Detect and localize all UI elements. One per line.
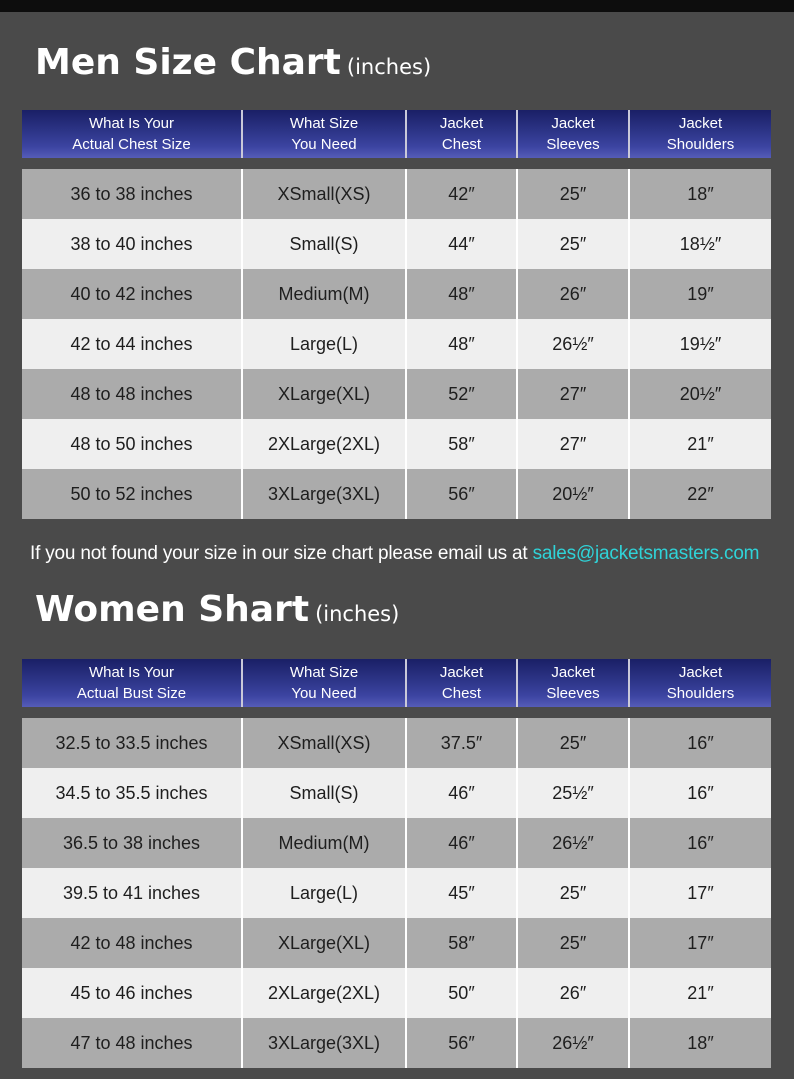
table-row bbox=[22, 918, 771, 968]
cell-actual-size: 36 to 38 inches bbox=[22, 169, 243, 219]
size-note-text: If you not found your size in our size chart please email us at bbox=[30, 543, 533, 564]
cell-actual-size: 39.5 to 41 inches bbox=[22, 868, 243, 918]
cell-jacket-shoulders: 22″ bbox=[687, 483, 714, 504]
cell-actual-size: 42 to 44 inches bbox=[22, 319, 243, 369]
cell-size-needed: 3XLarge(3XL) bbox=[243, 469, 407, 519]
cell-jacket-shoulders: 16″ bbox=[687, 782, 714, 803]
cell-size-needed: 2XLarge(2XL) bbox=[243, 419, 407, 469]
cell-size-needed: Medium(M) bbox=[243, 269, 407, 319]
cell-actual-size: 32.5 to 33.5 inches bbox=[22, 718, 243, 768]
cell-actual-size: 34.5 to 35.5 inches bbox=[22, 768, 243, 818]
cell-jacket-chest: 48″ bbox=[407, 319, 518, 369]
table-row bbox=[22, 868, 771, 918]
table-row bbox=[22, 419, 771, 469]
women-title-unit: (inches) bbox=[315, 602, 400, 626]
cell-jacket-chest: 42″ bbox=[407, 169, 518, 219]
table-row bbox=[22, 469, 771, 519]
table-row bbox=[22, 968, 771, 1018]
cell-actual-size: 45 to 46 inches bbox=[22, 968, 243, 1018]
size-note bbox=[30, 543, 759, 565]
cell-jacket-chest: 48″ bbox=[407, 269, 518, 319]
cell-size-needed: Large(L) bbox=[243, 868, 407, 918]
cell-jacket-sleeves: 27″ bbox=[518, 369, 630, 419]
cell-jacket-shoulders: 17″ bbox=[687, 882, 714, 903]
cell-actual-size: 40 to 42 inches bbox=[22, 269, 243, 319]
cell-actual-size: 48 to 48 inches bbox=[22, 369, 243, 419]
cell-jacket-shoulders: 18″ bbox=[687, 1032, 714, 1053]
cell-actual-size: 36.5 to 38 inches bbox=[22, 818, 243, 868]
cell-jacket-sleeves: 25″ bbox=[518, 918, 630, 968]
cell-jacket-sleeves: 26½″ bbox=[518, 319, 630, 369]
header-jacket-shoulders: Jacket Shoulders bbox=[666, 115, 735, 153]
women-size-chart-title bbox=[35, 590, 399, 634]
cell-size-needed: Medium(M) bbox=[243, 818, 407, 868]
cell-actual-size: 50 to 52 inches bbox=[22, 469, 243, 519]
header-jacket-sleeves: Jacket Sleeves bbox=[518, 110, 630, 158]
cell-actual-size: 42 to 48 inches bbox=[22, 918, 243, 968]
cell-actual-size: 48 to 50 inches bbox=[22, 419, 243, 469]
table-row bbox=[22, 269, 771, 319]
cell-jacket-sleeves: 25½″ bbox=[518, 768, 630, 818]
cell-size-needed: XLarge(XL) bbox=[243, 369, 407, 419]
header-jacket-shoulders: Jacket Shoulders bbox=[666, 664, 735, 702]
cell-jacket-chest: 46″ bbox=[407, 768, 518, 818]
table-row bbox=[22, 1018, 771, 1068]
table-row bbox=[22, 369, 771, 419]
cell-jacket-chest: 44″ bbox=[407, 219, 518, 269]
header-jacket-chest: Jacket Chest bbox=[407, 659, 518, 707]
cell-jacket-shoulders: 18½″ bbox=[679, 233, 722, 254]
cell-jacket-chest: 56″ bbox=[407, 469, 518, 519]
cell-jacket-sleeves: 26″ bbox=[518, 968, 630, 1018]
header-size-needed: What Size You Need bbox=[243, 110, 407, 158]
table-row bbox=[22, 169, 771, 219]
cell-jacket-shoulders: 20½″ bbox=[679, 383, 722, 404]
men-size-table bbox=[22, 110, 771, 519]
women-title-text: Women Shart bbox=[35, 589, 310, 630]
cell-jacket-sleeves: 25″ bbox=[518, 219, 630, 269]
cell-jacket-shoulders: 19″ bbox=[687, 283, 714, 304]
cell-size-needed: XSmall(XS) bbox=[243, 169, 407, 219]
cell-jacket-chest: 37.5″ bbox=[407, 718, 518, 768]
cell-jacket-sleeves: 25″ bbox=[518, 718, 630, 768]
cell-jacket-chest: 45″ bbox=[407, 868, 518, 918]
women-size-table bbox=[22, 659, 771, 1068]
cell-jacket-chest: 50″ bbox=[407, 968, 518, 1018]
cell-jacket-sleeves: 25″ bbox=[518, 868, 630, 918]
table-row bbox=[22, 818, 771, 868]
header-actual-size: What Is Your Actual Bust Size bbox=[22, 659, 243, 707]
table-row bbox=[22, 319, 771, 369]
cell-size-needed: XLarge(XL) bbox=[243, 918, 407, 968]
men-size-chart-title bbox=[35, 43, 431, 87]
cell-jacket-shoulders: 16″ bbox=[687, 732, 714, 753]
table-row bbox=[22, 768, 771, 818]
cell-jacket-sleeves: 27″ bbox=[518, 419, 630, 469]
cell-jacket-shoulders: 21″ bbox=[687, 433, 714, 454]
women-table-header bbox=[22, 659, 771, 707]
cell-size-needed: Large(L) bbox=[243, 319, 407, 369]
cell-jacket-chest: 56″ bbox=[407, 1018, 518, 1068]
cell-actual-size: 38 to 40 inches bbox=[22, 219, 243, 269]
cell-actual-size: 47 to 48 inches bbox=[22, 1018, 243, 1068]
cell-size-needed: Small(S) bbox=[243, 219, 407, 269]
cell-jacket-sleeves: 20½″ bbox=[518, 469, 630, 519]
cell-jacket-sleeves: 26½″ bbox=[518, 818, 630, 868]
table-row bbox=[22, 718, 771, 768]
men-title-unit: (inches) bbox=[346, 55, 432, 79]
men-title-text: Men Size Chart bbox=[35, 42, 341, 83]
cell-jacket-shoulders: 17″ bbox=[687, 932, 714, 953]
table-row bbox=[22, 219, 771, 269]
men-table-header bbox=[22, 110, 771, 158]
cell-jacket-chest: 52″ bbox=[407, 369, 518, 419]
cell-jacket-shoulders: 21″ bbox=[687, 982, 714, 1003]
cell-jacket-sleeves: 26″ bbox=[518, 269, 630, 319]
cell-jacket-sleeves: 25″ bbox=[518, 169, 630, 219]
header-size-needed: What Size You Need bbox=[243, 659, 407, 707]
top-bar bbox=[0, 0, 794, 12]
cell-jacket-chest: 58″ bbox=[407, 419, 518, 469]
email-link[interactable]: sales@jacketsmasters.com bbox=[532, 543, 760, 564]
header-actual-size: What Is Your Actual Chest Size bbox=[22, 110, 243, 158]
header-jacket-chest: Jacket Chest bbox=[407, 110, 518, 158]
cell-size-needed: XSmall(XS) bbox=[243, 718, 407, 768]
header-jacket-sleeves: Jacket Sleeves bbox=[518, 659, 630, 707]
cell-jacket-shoulders: 16″ bbox=[687, 832, 714, 853]
cell-jacket-shoulders: 19½″ bbox=[679, 333, 722, 354]
cell-jacket-chest: 46″ bbox=[407, 818, 518, 868]
cell-size-needed: 2XLarge(2XL) bbox=[243, 968, 407, 1018]
cell-size-needed: Small(S) bbox=[243, 768, 407, 818]
cell-size-needed: 3XLarge(3XL) bbox=[243, 1018, 407, 1068]
cell-jacket-sleeves: 26½″ bbox=[518, 1018, 630, 1068]
cell-jacket-chest: 58″ bbox=[407, 918, 518, 968]
cell-jacket-shoulders: 18″ bbox=[687, 183, 714, 204]
